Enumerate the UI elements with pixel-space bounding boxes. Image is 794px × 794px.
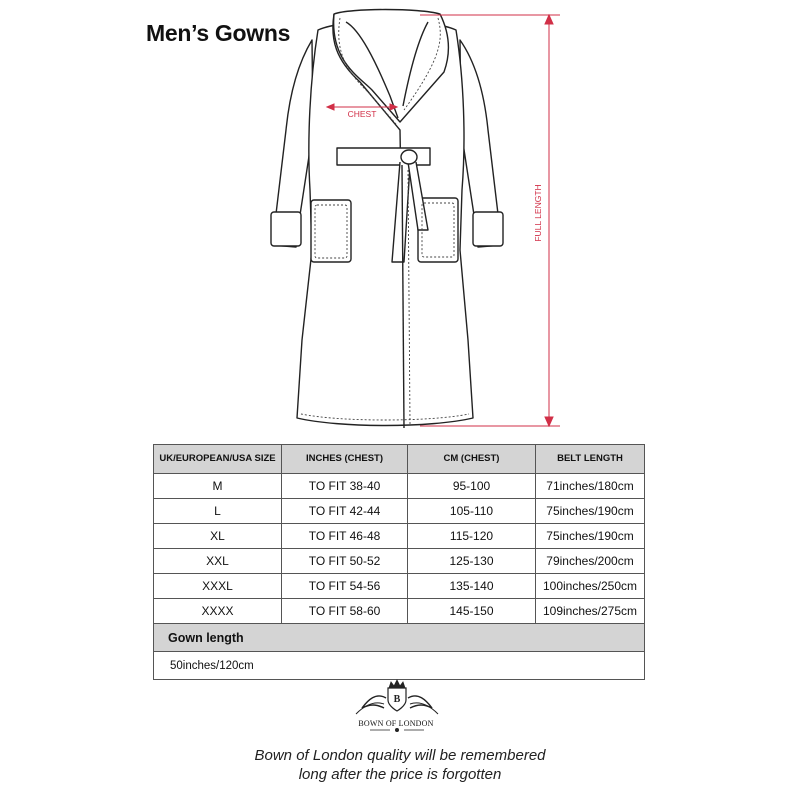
size-cell: L xyxy=(154,499,282,524)
brand-name: BOWN OF LONDON xyxy=(358,719,434,728)
cm-cell: 145-150 xyxy=(408,599,536,624)
chest-label: CHEST xyxy=(347,109,377,119)
belt-cell: 100inches/250cm xyxy=(536,574,645,599)
cm-cell: 135-140 xyxy=(408,574,536,599)
size-cell: XXL xyxy=(154,549,282,574)
column-header-cm: CM (CHEST) xyxy=(408,445,536,474)
tagline xyxy=(200,746,600,784)
belt-cell: 71inches/180cm xyxy=(536,474,645,499)
inches-cell: TO FIT 54-56 xyxy=(282,574,408,599)
column-header-size: UK/EUROPEAN/USA SIZE xyxy=(154,445,282,474)
gown-length-label: Gown length xyxy=(154,624,645,652)
tagline-line-1: Bown of London quality will be remembered xyxy=(254,747,546,764)
column-header-inches: INCHES (CHEST) xyxy=(282,445,408,474)
size-cell: M xyxy=(154,474,282,499)
inches-cell: TO FIT 50-52 xyxy=(282,549,408,574)
belt-cell: 75inches/190cm xyxy=(536,499,645,524)
belt-cell: 75inches/190cm xyxy=(536,524,645,549)
size-cell: XXXL xyxy=(154,574,282,599)
cm-cell: 125-130 xyxy=(408,549,536,574)
crest-letter: B xyxy=(393,694,401,705)
inches-cell: TO FIT 38-40 xyxy=(282,474,408,499)
length-label: FULL LENGTH xyxy=(533,184,543,242)
inches-cell: TO FIT 58-60 xyxy=(282,599,408,624)
size-cell: XXXX xyxy=(154,599,282,624)
cm-cell: 95-100 xyxy=(408,474,536,499)
inches-cell: TO FIT 42-44 xyxy=(282,499,408,524)
tagline-line-2: long after the price is forgotten xyxy=(298,766,502,783)
belt-cell: 109inches/275cm xyxy=(536,599,645,624)
cm-cell: 115-120 xyxy=(408,524,536,549)
column-header-belt: BELT LENGTH xyxy=(536,445,645,474)
cm-cell: 105-110 xyxy=(408,499,536,524)
size-cell: XL xyxy=(154,524,282,549)
page-title: Men’s Gowns xyxy=(146,20,291,46)
gown-length-value: 50inches/120cm xyxy=(154,652,645,680)
inches-cell: TO FIT 46-48 xyxy=(282,524,408,549)
belt-cell: 79inches/200cm xyxy=(536,549,645,574)
